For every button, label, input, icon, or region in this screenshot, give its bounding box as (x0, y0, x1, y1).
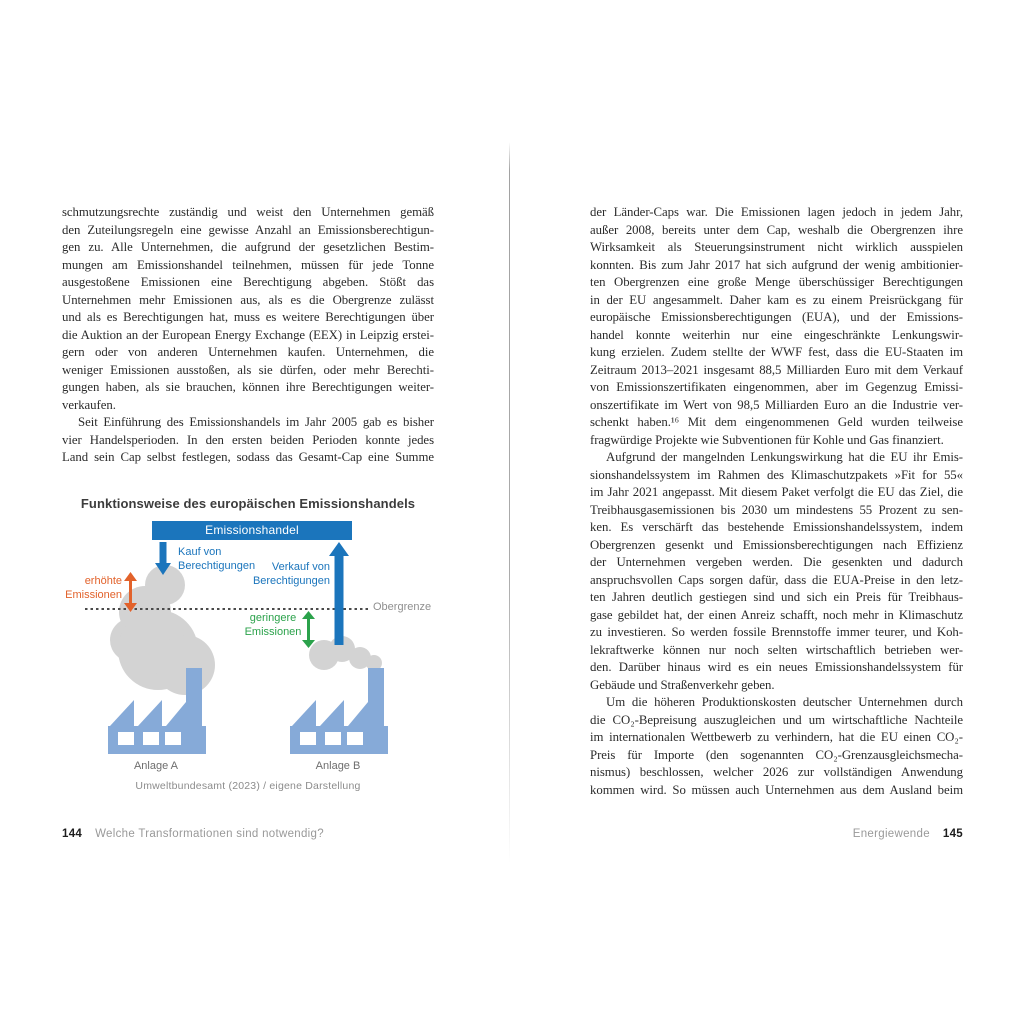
text-line: Zeitraum 2013–2021 insgesamt 88,5 Milliarden Euro mit dem Verkauf (590, 362, 963, 377)
cap-label: Obergrenze (373, 601, 432, 613)
plant-a-label: Anlage A (133, 760, 179, 772)
text-line: gen zu. Alle Unternehmen, die aufgrund der gesetzlichen Bestim- (62, 240, 434, 254)
right-footer (853, 828, 963, 840)
text-line: Gebäude und Straßenverkehr geben. (590, 677, 775, 692)
figure-source: Umweltbundesamt (2023) / eigene Darstellung (135, 780, 361, 792)
sell-label-line2: Berechtigungen (252, 575, 330, 587)
text-line: europäische Emissionsberechtigungen (EUA), und der Emissions- (590, 310, 963, 324)
text-line: konnten. Bis zum Jahr 2017 hat sich aufgrund der wenig ambitionier- (590, 257, 963, 272)
left-page (62, 0, 434, 1024)
text-line: lekraftwerke können nur noch selten wirtschaftlich betrieben wer- (590, 642, 963, 657)
body-text-left (62, 204, 434, 467)
buy-down-arrow-icon (155, 542, 171, 576)
right-footer-label: Energiewende (852, 828, 930, 840)
reduced-emissions-arrow-icon (302, 611, 315, 648)
text-line: Wirksamkeit als Steuerungsinstrument nicht wirklich ausspielen (590, 240, 963, 254)
text-line: ten Obergrenzen eine große Menge überschüssiger Berechtigungen (590, 275, 963, 289)
text-line: im Jahr 2021 angepasst. Mit diesem Paket verfolgt die EU das Ziel, die (590, 485, 963, 499)
text-line: die Auktion an der European Energy Exchange (EEX) in Leipzig erstei- (62, 327, 434, 342)
sell-label (212, 560, 330, 588)
sell-up-arrow-icon (329, 542, 349, 645)
figure-title: Funktionsweise des europäischen Emissionshandels (80, 496, 416, 511)
text-line: im internationalen Wettbewerb zu verhindern, hat die EU einen CO₂- (590, 730, 963, 744)
text-line: in der EU angesammelt. Daher kam es zu einem Preisrückgang für (590, 292, 963, 307)
text-line: weniger Emissionen ausstoßen, als sie dürfen, oder mehr Berechti- (62, 362, 434, 377)
text-line: gungen haben, als sie brauchen, können ihre Berechtigungen weiter- (62, 380, 434, 394)
text-line: Treibhausgasemissionen bis 2030 um mindestens 55 Prozent zu sen- (590, 502, 963, 517)
text-line: und als es Berechtigungen hat, muss es weitere Berechtigungen über (62, 310, 434, 324)
text-line: der Unternehmen vergeben werden. Die gesenkten und dadurch (590, 555, 963, 569)
factory-a-icon (108, 668, 206, 754)
plant-b-label: Anlage B (315, 760, 361, 772)
text-line: Land sein Cap selbst festlegen, sodass das Gesamt-Cap eine Summe (62, 450, 434, 464)
text-line: vier Handelsperioden. In den ersten beiden Perioden konnte jedes (62, 432, 434, 447)
text-line: schenkt haben.¹⁶ Mit dem eingenommenen Geld wurden teilweise (590, 415, 963, 429)
text-line: gern oder von anderen Unternehmen kaufen. Unternehmen, die (62, 345, 434, 359)
text-line: verkaufen. (62, 397, 116, 412)
text-line: ausgestoßene Emissionen eine Berechtigung abgeben. Stößt das (62, 275, 434, 289)
text-line: onszertifikate im Wert von 98,5 Milliarden Euro an die Industrie ver- (590, 397, 963, 412)
text-line: der Länder-Caps war. Die Emissionen lagen jedoch in jedem Jahr, (590, 205, 963, 219)
text-line: kommen wird. So müssen auch Unternehmen aus dem Ausland beim (590, 782, 963, 797)
text-line: Seit Einführung des Emissionshandels im Jahr 2005 gab es bisher (78, 415, 434, 429)
page-edge-line (509, 142, 510, 864)
text-line: von Emissionszertifikaten eingenommen, aber im Gegenzug Emissi- (590, 380, 963, 394)
increased-label-line2: Emissionen (65, 589, 122, 601)
text-line: ken. Es verschärft das bestehende Emissionshandelssystem, indem (590, 520, 963, 534)
text-line: den Zuteilungsregeln eine gewisse Anzahl an Emissionsberechtigun- (62, 222, 434, 237)
sell-label-line1: Verkauf von (271, 561, 330, 573)
buy-label-line1: Kauf von (178, 546, 222, 558)
text-line: zu investieren. So werden fossile Brennstoffe immer teurer, und Koh- (590, 625, 963, 639)
increased-emissions-arrow-icon (124, 572, 137, 612)
text-line: handel konnte weiterhin nur eine eingeschränkte Lenkungswir- (590, 327, 963, 342)
text-line: die CO₂-Bepreisung auszugleichen und um wirtschaftliche Nachteile (590, 712, 963, 727)
text-line: mungen am Emissionshandel teilnehmen, müssen für jede Tonne (62, 257, 434, 272)
text-line: schmutzungsrechte zuständig und weist den Unternehmen gemäß (62, 205, 434, 219)
right-page-number: 145 (942, 828, 963, 840)
right-page (590, 0, 963, 1024)
text-line: ten Jahren deutlich gestiegen sind und sich ein Preis für Treibhaus- (590, 590, 963, 604)
text-line: Unternehmen mehr Emissionen aus, als es die Obergrenze zulässt (62, 292, 434, 307)
text-line: Um die höheren Produktionskosten deutscher Unternehmen durch (606, 695, 963, 709)
body-text-right (590, 204, 963, 799)
left-footer-label: Welche Transformationen sind notwendig? (95, 828, 324, 840)
text-line: Aufgrund der mangelnden Lenkungswirkung hat die EU ihr Emis- (606, 450, 963, 464)
text-line: Preis für Importe (den sogenannten CO₂-Grenzausgleichsmecha- (590, 747, 963, 762)
text-line: gase gebildet hat, der einen Anreiz schafft, noch mehr in Klimaschutz (590, 607, 963, 622)
reduced-label-line1: geringere (249, 612, 297, 624)
left-footer (62, 828, 324, 840)
emissions-trading-box: Emissionshandel (152, 521, 352, 540)
text-line: außer 2008, bereits unter dem Cap, weshalb die Obergrenzen ihre (590, 222, 963, 237)
text-line: Obergrenzen gesenkt und Emissionsberechtigungen nach Effizienz (590, 537, 963, 552)
buy-label-line2: Berechtigungen (178, 560, 256, 572)
reduced-emissions-label (238, 611, 308, 639)
text-line: kung erzielen. Zudem stellte der WWF fest, dass die EU-Staaten im (590, 345, 963, 359)
text-line: anspruchsvollen Caps sorgen dafür, dass die EUA-Preise in den letz- (590, 572, 963, 587)
left-page-number: 144 (62, 828, 83, 840)
text-line: den. Darüber hinaus wird es ein neues Emissionshandelssystem für (590, 660, 963, 674)
factory-b-icon (290, 668, 388, 754)
text-line: sionshandelssystem im Rahmen des Klimaschutzpakets »Fit for 55« (590, 467, 963, 482)
reduced-label-line2: Emissionen (244, 626, 302, 638)
text-line: nismus) beschlossen, welcher 2026 zur vollständigen Anwendung (590, 765, 963, 779)
text-line: fragwürdige Projekte wie Subventionen für Kohle und Gas finanziert. (590, 432, 944, 447)
increased-label-line1: erhöhte (84, 575, 122, 587)
